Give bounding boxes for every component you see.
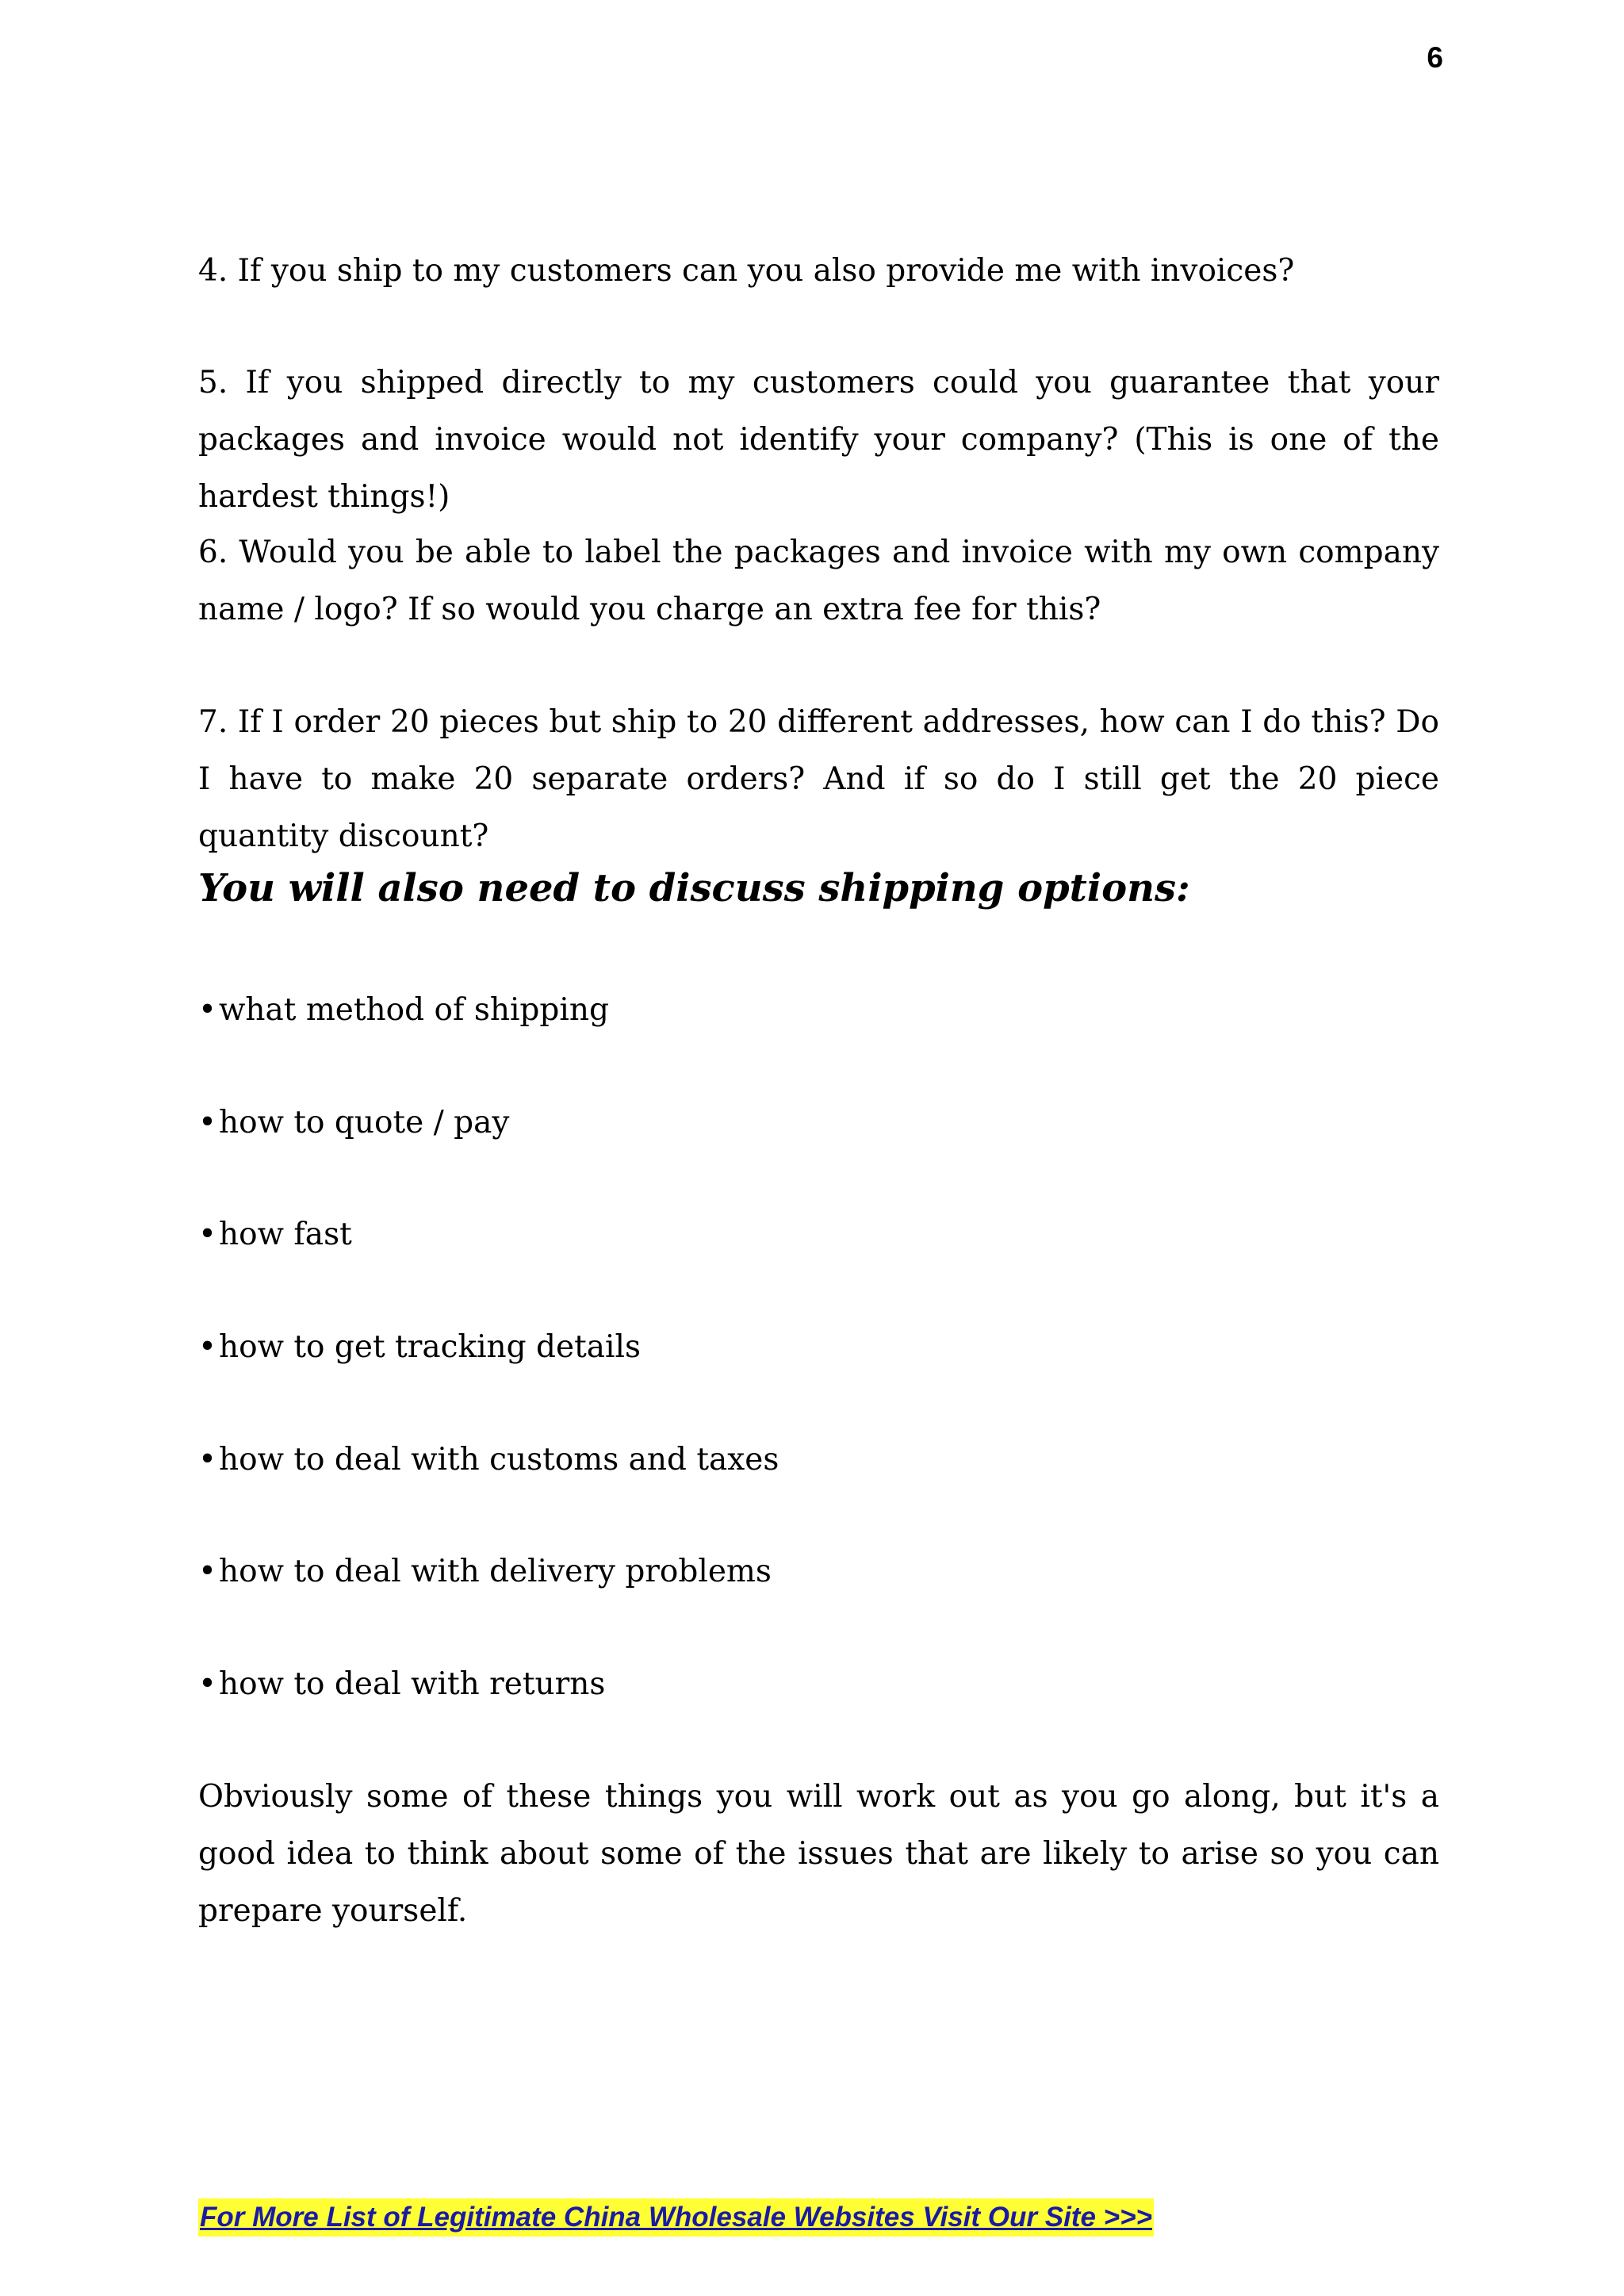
list-item [198, 1319, 641, 1376]
bullet-icon: • [198, 992, 217, 1028]
bullet-icon: • [198, 1554, 217, 1589]
list-item [198, 1094, 509, 1152]
list-item [198, 1656, 605, 1713]
list-item-label: how to get tracking details [219, 1329, 641, 1365]
question-6: 6. Would you be able to label the packages and invoice with my own company name / logo? If so would you charge an extra fee for this? [198, 535, 1439, 627]
list-item [198, 1206, 352, 1263]
bullet-icon: • [198, 1217, 217, 1252]
list-item-label: how to deal with customs and taxes [219, 1442, 779, 1478]
shipping-options-heading: You will also need to discuss shipping options: [198, 866, 1190, 910]
list-item-label: how fast [219, 1217, 352, 1252]
visit-site-link[interactable]: For More List of Legitimate China Wholesale Websites Visit Our Site >>> [198, 2198, 1154, 2237]
page-number: 6 [1427, 41, 1443, 74]
list-item [198, 982, 609, 1039]
list-item-label: how to quote / pay [219, 1105, 510, 1140]
bullet-icon: • [198, 1442, 217, 1478]
question-7: 7. If I order 20 pieces but ship to 20 different addresses, how can I do this? Do I have to make 20 separate orders? And if so do I still get the 20 piece quantity discount? [198, 704, 1439, 854]
list-item [198, 1432, 779, 1489]
closing-paragraph: Obviously some of these things you will work out as you go along, but it's a good idea to think about some of the issues that are likely to arise so you can prepare yourself. [198, 1779, 1439, 1929]
list-item [198, 1543, 772, 1600]
list-item-label: what method of shipping [219, 992, 609, 1028]
question-5: 5. If you shipped directly to my customers could you guarantee that your packages and invoice would not identify your company? (This is one of the hardest things!) [198, 365, 1439, 515]
bullet-icon: • [198, 1105, 217, 1140]
bullet-icon: • [198, 1329, 217, 1365]
bullet-icon: • [198, 1666, 217, 1702]
list-item-label: how to deal with delivery problems [219, 1554, 772, 1589]
question-4: 4. If you ship to my customers can you also provide me with invoices? [198, 253, 1295, 289]
list-item-label: how to deal with returns [219, 1666, 606, 1702]
